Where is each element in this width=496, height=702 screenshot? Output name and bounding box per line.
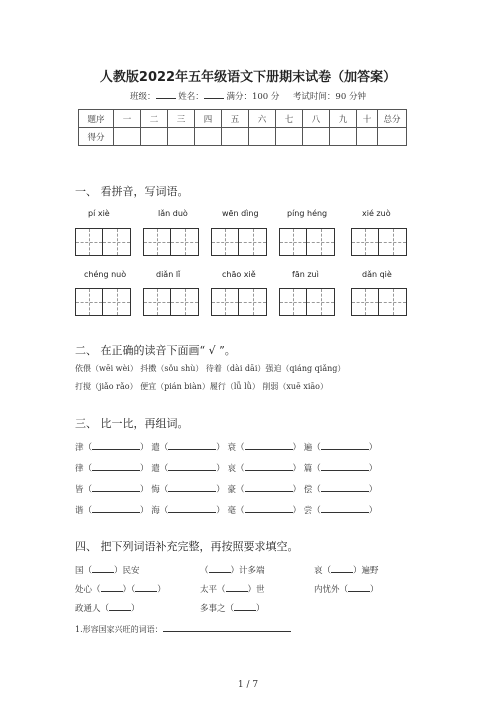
compare-char: 尝 <box>303 506 313 516</box>
writing-grid[interactable] <box>75 228 131 256</box>
reading-line: 依偎（wēi wèi） 抖擞（sǒu shù） 待着（dài dāi）强迫（qiáng qiǎng） <box>75 364 346 373</box>
score-cell[interactable] <box>303 128 330 146</box>
score-cell[interactable] <box>168 128 195 146</box>
pinyin-label: xié zuò <box>362 209 391 218</box>
header-cell: 二 <box>141 110 168 128</box>
pinyin-label: chāo xiě <box>222 270 256 279</box>
compare-char: 皆 <box>75 485 84 495</box>
reading-line: 打搅（jiǎo rǎo） 便宜（pián biàn）履行（lǚ lǜ） 削弱（xuē xiāo） <box>75 382 328 391</box>
compare-row: 皆（ ） 悔（ ） 豪（ ） 偿（ ） <box>75 482 377 495</box>
answer-blank[interactable] <box>245 440 293 450</box>
header-cell: 六 <box>249 110 276 128</box>
section-1-heading: 一、 看拼音，写词语。 <box>75 185 189 198</box>
answer-blank[interactable] <box>209 563 231 573</box>
class-blank[interactable] <box>156 89 176 99</box>
score-cell[interactable] <box>195 128 222 146</box>
answer-blank[interactable] <box>168 503 216 513</box>
score-cell[interactable] <box>330 128 357 146</box>
score-cell[interactable] <box>378 128 407 146</box>
compare-char: 豪 <box>227 485 236 495</box>
answer-blank[interactable] <box>226 582 248 592</box>
score-cell[interactable] <box>114 128 141 146</box>
writing-grid[interactable] <box>279 288 335 316</box>
answer-blank[interactable] <box>92 440 140 450</box>
score-cell[interactable] <box>141 128 168 146</box>
compare-row: 律（ ） 遣（ ） 哀（ ） 篇（ ） <box>75 461 377 474</box>
header-cell: 四 <box>195 110 222 128</box>
answer-blank[interactable] <box>168 440 216 450</box>
answer-blank[interactable] <box>109 601 131 611</box>
answer-blank[interactable] <box>92 461 140 471</box>
name-blank[interactable] <box>204 89 224 99</box>
compare-char: 偿 <box>303 485 313 495</box>
score-row <box>79 128 407 146</box>
answer-blank[interactable] <box>245 503 293 513</box>
idiom-item: 政通人（ ） <box>75 601 140 614</box>
header-cell: 五 <box>222 110 249 128</box>
pinyin-label: píng héng <box>287 209 328 218</box>
pinyin-label: chéng nuò <box>84 270 127 279</box>
writing-grid[interactable] <box>351 288 407 316</box>
page-number: 1 / 7 <box>237 680 259 690</box>
compare-char: 遣 <box>151 464 160 474</box>
answer-blank[interactable] <box>348 582 370 592</box>
compare-char: 衰 <box>227 443 236 453</box>
class-label: 班级： <box>130 92 156 102</box>
compare-char: 篇 <box>303 464 313 474</box>
pinyin-label: dǎn qiè <box>362 270 392 279</box>
answer-blank[interactable] <box>321 440 369 450</box>
writing-grid[interactable] <box>279 228 335 256</box>
compare-row: 津（ ） 遣（ ） 衰（ ） 遍（ ） <box>75 440 377 453</box>
exam-info <box>0 89 496 102</box>
compare-row: 谐（ ） 海（ ） 毫（ ） 尝（ ） <box>75 503 377 516</box>
compare-char: 律 <box>75 464 84 474</box>
pinyin-label: fān zuì <box>292 270 319 279</box>
section-2-heading: 二、 在正确的读音下面画“ √ ”。 <box>75 344 236 357</box>
section-4-heading: 四、 把下列词语补充完整，再按照要求填空。 <box>75 540 299 553</box>
answer-blank[interactable] <box>245 461 293 471</box>
answer-blank[interactable] <box>101 582 123 592</box>
header-cell: 十 <box>357 110 378 128</box>
header-cell: 题序 <box>79 110 114 128</box>
pinyin-label: diǎn lǐ <box>156 270 181 279</box>
header-cell: 三 <box>168 110 195 128</box>
answer-blank[interactable] <box>168 461 216 471</box>
answer-blank[interactable] <box>321 503 369 513</box>
score-table <box>78 109 407 146</box>
full-score: 满分：100 分 <box>226 92 280 102</box>
score-cell[interactable] <box>249 128 276 146</box>
header-cell: 八 <box>303 110 330 128</box>
writing-grid[interactable] <box>211 228 267 256</box>
idiom-item: 太平（ ）世 <box>200 582 265 595</box>
idiom-item: 内忧外（ ） <box>314 582 379 595</box>
score-row-label: 得分 <box>79 128 114 146</box>
answer-blank[interactable] <box>163 622 291 632</box>
exam-time: 考试时间：90 分钟 <box>292 92 366 102</box>
compare-char: 毫 <box>227 506 236 516</box>
header-cell: 七 <box>276 110 303 128</box>
compare-char: 遍 <box>303 443 313 453</box>
writing-grid[interactable] <box>351 228 407 256</box>
pinyin-label: wēn dìng <box>222 209 259 218</box>
answer-blank[interactable] <box>321 461 369 471</box>
answer-blank[interactable] <box>92 503 140 513</box>
answer-blank[interactable] <box>92 563 114 573</box>
writing-grid[interactable] <box>143 228 199 256</box>
writing-grid[interactable] <box>211 288 267 316</box>
pinyin-label: pí xiè <box>88 209 110 218</box>
compare-char: 谐 <box>75 506 84 516</box>
page-title: 人教版2022年五年级语文下册期末试卷（加答案） <box>99 70 397 85</box>
writing-grid[interactable] <box>75 288 131 316</box>
idiom-item: 国（ ）民安 <box>75 563 140 576</box>
writing-grid[interactable] <box>143 288 199 316</box>
score-cell[interactable] <box>276 128 303 146</box>
name-label: 姓名： <box>178 92 204 102</box>
header-cell: 总分 <box>378 110 407 128</box>
score-header-row <box>79 110 407 128</box>
section-3-heading: 三、 比一比，再组词。 <box>75 417 189 430</box>
answer-blank[interactable] <box>331 563 353 573</box>
score-cell[interactable] <box>357 128 378 146</box>
compare-char: 遣 <box>151 443 160 453</box>
idiom-item: 哀（ ）遍野 <box>314 563 379 576</box>
pinyin-label: lǎn duò <box>158 209 188 218</box>
idiom-item: 处心（ ）（ ） <box>75 582 166 595</box>
compare-char: 海 <box>151 506 160 516</box>
compare-char: 哀 <box>227 464 236 474</box>
header-cell: 九 <box>330 110 357 128</box>
compare-char: 津 <box>75 443 84 453</box>
question-1: 1.形容国家兴旺的词语： <box>75 622 291 635</box>
idiom-item: （ ）计多端 <box>200 563 265 576</box>
answer-blank[interactable] <box>92 482 140 492</box>
idiom-item: 多事之（ ） <box>200 601 265 614</box>
answer-blank[interactable] <box>245 482 293 492</box>
header-cell: 一 <box>114 110 141 128</box>
answer-blank[interactable] <box>168 482 216 492</box>
answer-blank[interactable] <box>234 601 256 611</box>
answer-blank[interactable] <box>321 482 369 492</box>
answer-blank[interactable] <box>135 582 157 592</box>
compare-char: 悔 <box>151 485 160 495</box>
score-cell[interactable] <box>222 128 249 146</box>
